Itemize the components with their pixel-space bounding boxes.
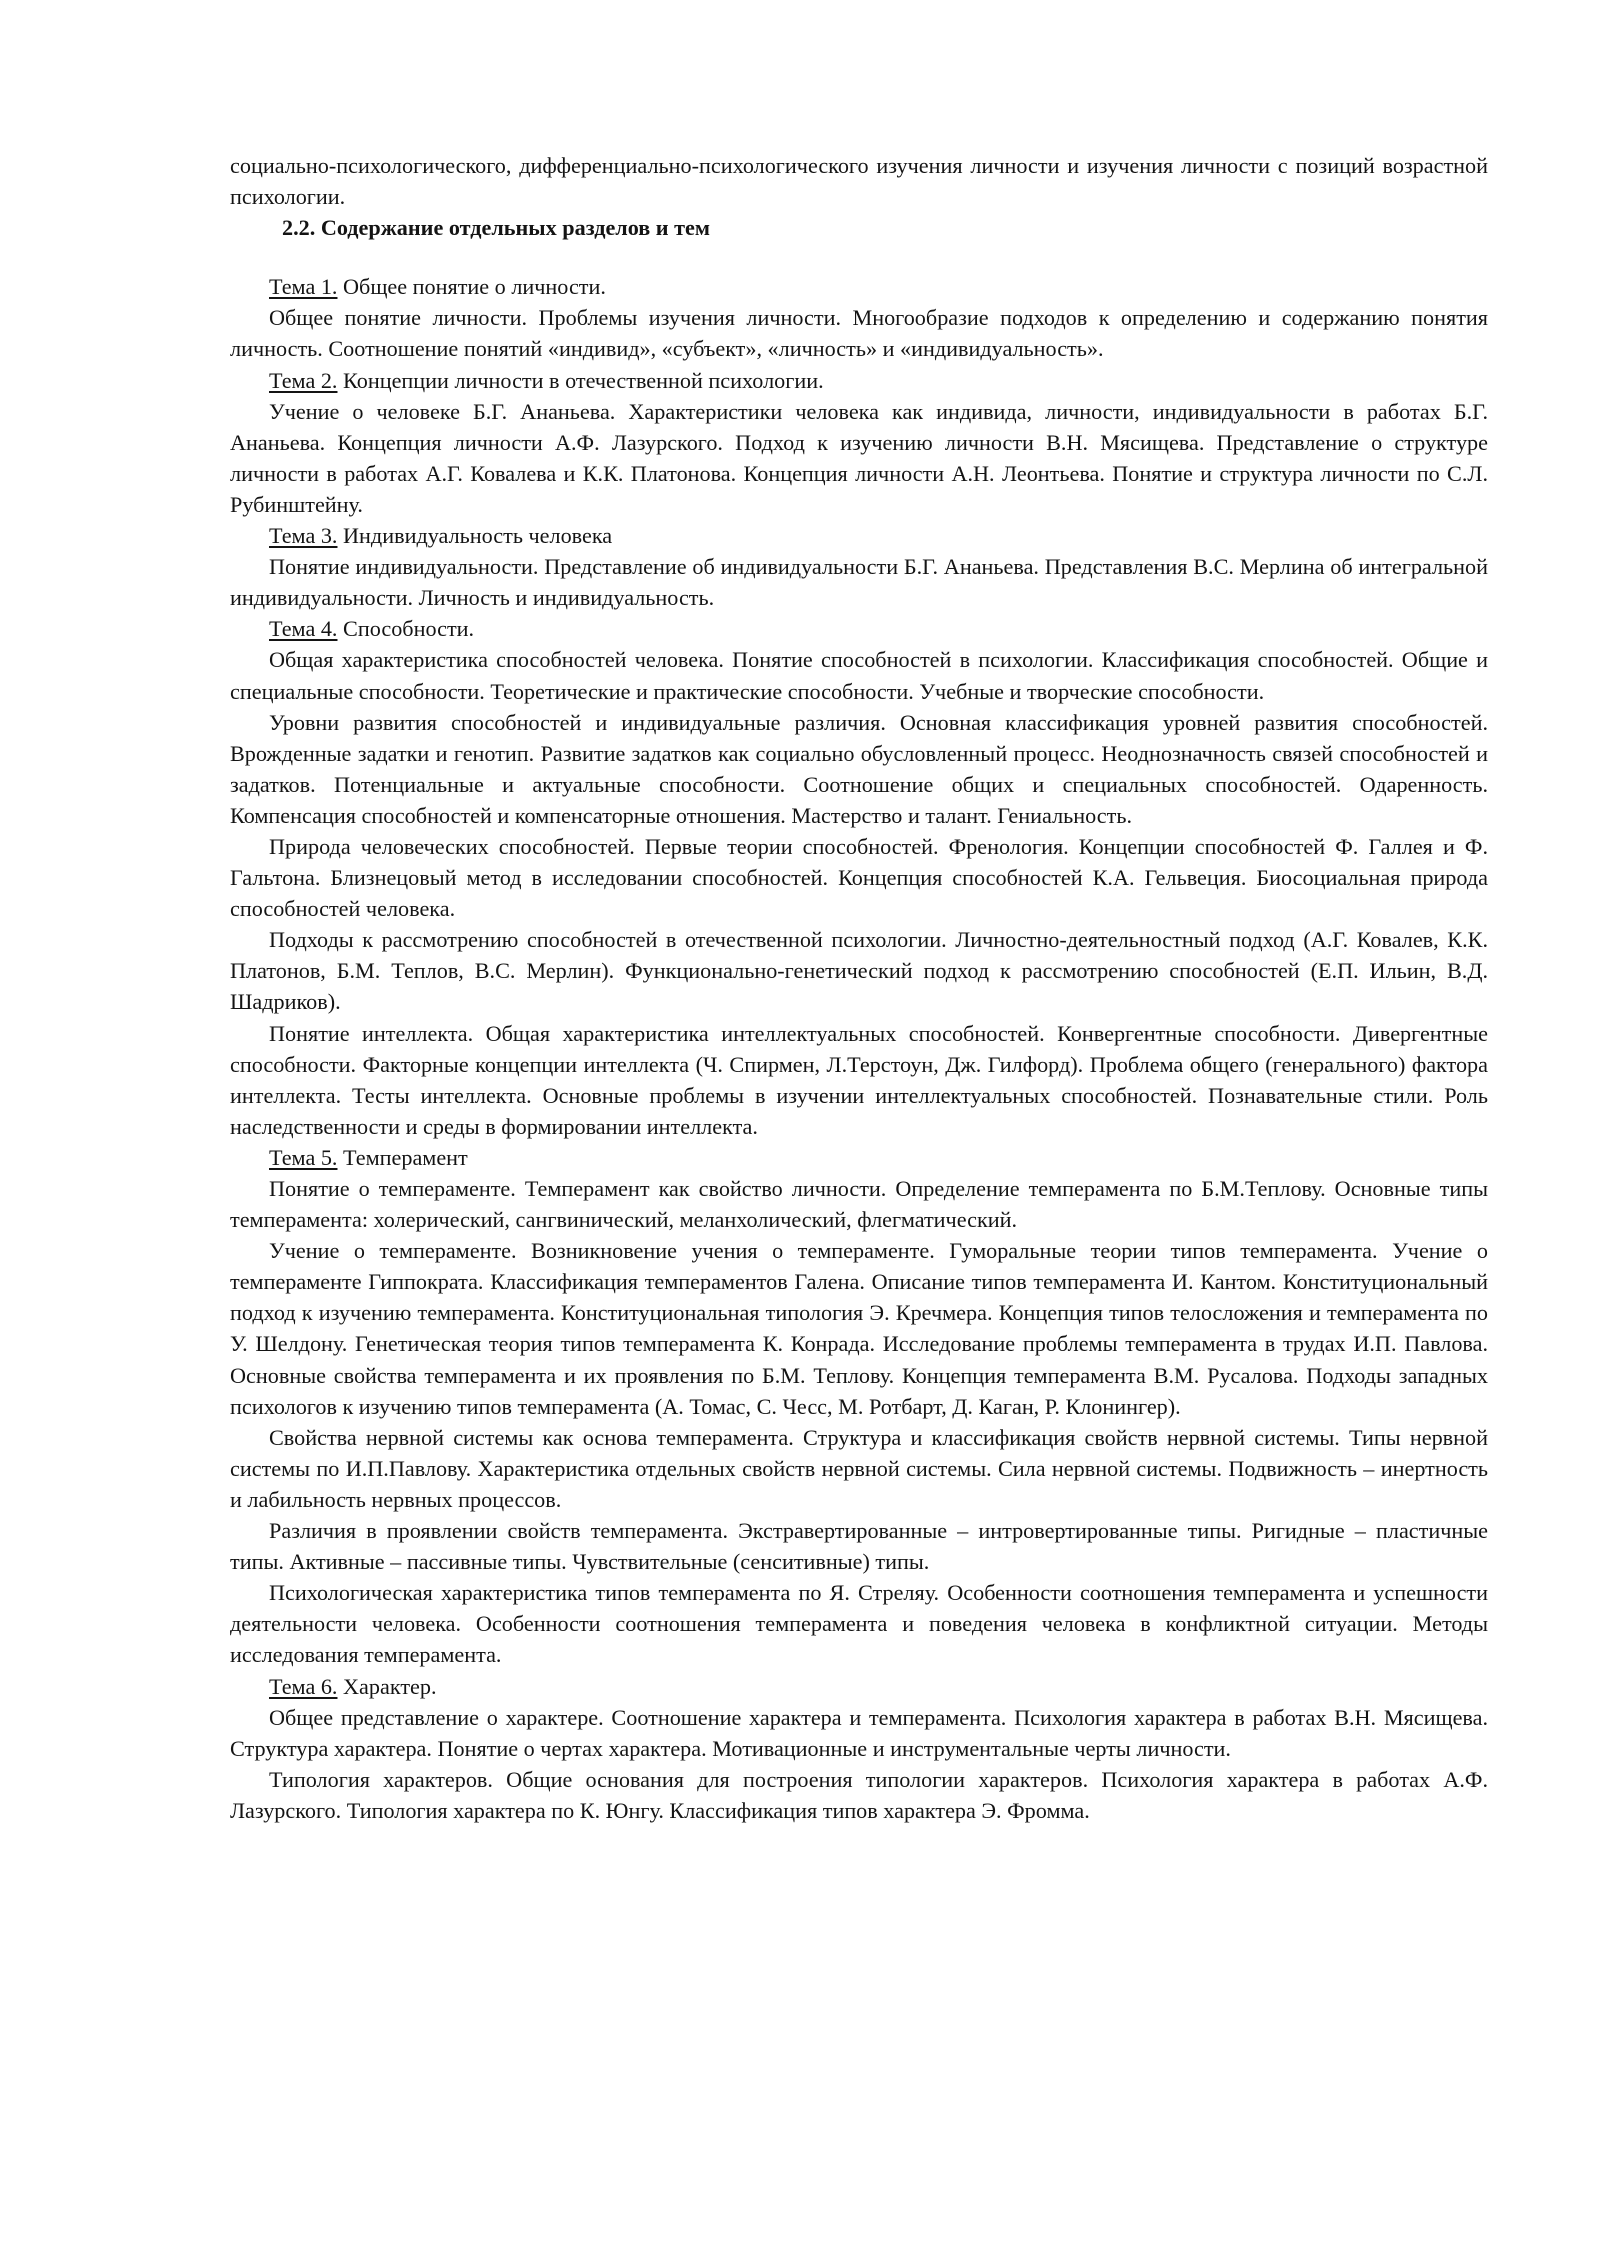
topic-paragraph: Общая характеристика способностей человека. Понятие способностей в психологии. Классификация способностей. Общие и специальные способности. Теоретические и практические способности. Учебные и творческие способности. <box>230 647 1488 704</box>
topic-paragraph: Общее представление о характере. Соотношение характера и темперамента. Психология характера в работах В.Н. Мясищева. Структура характера. Понятие о чертах характера. Мотивационные и инструментальные черты личности. <box>230 1704 1488 1761</box>
topic-heading <box>230 1671 1488 1702</box>
topic-title: Темперамент <box>337 1144 468 1170</box>
section-heading: 2.2. Содержание отдельных разделов и тем <box>282 215 710 241</box>
topic-heading <box>230 271 1488 302</box>
document-page <box>230 150 1488 1826</box>
topic-paragraph: Учение о человеке Б.Г. Ананьева. Характеристики человека как индивида, личности, индивидуальности в работах Б.Г. Ананьева. Концепция личности А.Ф. Лазурского. Подход к изучению личности В.Н. Мясищева. Представление о структуре личности в работах А.Г. Ковалева и К.К. Платонова. Концепция личности А.Н. Леонтьева. Понятие и структура личности по С.Л. Рубинштейну. <box>230 398 1488 517</box>
topic-heading <box>230 520 1488 551</box>
topic-heading <box>230 1142 1488 1173</box>
topic-title: Концепции личности в отечественной психологии. <box>337 367 824 393</box>
topic-label: Тема 3. <box>269 523 338 549</box>
topic-title: Характер. <box>337 1673 437 1699</box>
topic-title: Способности. <box>337 616 475 642</box>
topic-paragraph: Уровни развития способностей и индивидуальные различия. Основная классификация уровней развития способностей. Врожденные задатки и генотип. Развитие задатков как социально обусловленный процесс. Неоднозначность связей способностей и задатков. Потенциальные и актуальные способности. Соотношение общих и специальных способностей. Одаренность. Компенсация способностей и компенсаторные отношения. Мастерство и талант. Гениальность. <box>230 709 1488 828</box>
intro-paragraph: социально-психологического, дифференциально-психологического изучения личности и изучения личности с позиций возрастной психологии. <box>230 153 1488 210</box>
topic-paragraph: Психологическая характеристика типов темперамента по Я. Стреляу. Особенности соотношения темперамента и успешности деятельности человека. Особенности соотношения темперамента и поведения человека в конфликтной ситуации. Методы исследования темперамента. <box>230 1580 1488 1668</box>
topic-paragraph: Понятие о темпераменте. Темперамент как свойство личности. Определение темперамента по Б.М.Теплову. Основные типы темперамента: холерический, сангвинический, меланхолический, флегматический. <box>230 1176 1488 1233</box>
topics-list <box>230 271 1488 1826</box>
topic-paragraph: Свойства нервной системы как основа темперамента. Структура и классификация свойств нервной системы. Типы нервной системы по И.П.Павлову. Характеристика отдельных свойств нервной системы. Сила нервной системы. Подвижность – инертность и лабильность нервных процессов. <box>230 1424 1488 1512</box>
topic-paragraph: Понятие индивидуальности. Представление об индивидуальности Б.Г. Ананьева. Представления В.С. Мерлина об интегральной индивидуальности. Личность и индивидуальность. <box>230 554 1488 611</box>
topic-label: Тема 5. <box>269 1144 338 1170</box>
topic-paragraph: Природа человеческих способностей. Первые теории способностей. Френология. Концепции способностей Ф. Галлея и Ф. Гальтона. Близнецовый метод в исследовании способностей. Концепция способностей К.А. Гельвеция. Биосоциальная природа способностей человека. <box>230 833 1488 922</box>
topic-paragraph: Типология характеров. Общие основания для построения типологии характеров. Психология характера в работах А.Ф. Лазурского. Типология характера по К. Юнгу. Классификация типов характера Э. Фромма. <box>230 1766 1488 1823</box>
topic-label: Тема 4. <box>269 616 338 642</box>
topic-paragraph: Подходы к рассмотрению способностей в отечественной психологии. Личностно-деятельностный подход (А.Г. Ковалев, К.К. Платонов, Б.М. Теплов, В.С. Мерлин). Функционально-генетический подход к рассмотрению способностей (Е.П. Ильин, В.Д. Шадриков). <box>230 927 1488 1015</box>
topic-label: Тема 6. <box>269 1673 338 1699</box>
topic-paragraph: Учение о темпераменте. Возникновение учения о темпераменте. Гуморальные теории типов темперамента. Учение о темпераменте Гиппократа. Классификация темпераментов Галена. Описание типов темперамента И. Кантом. Конституциональный подход к изучению темперамента. Конституциональная типология Э. Кречмера. Концепция типов телосложения и темперамента по У. Шелдону. Генетическая теория типов темперамента К. Конрада. Исследование проблемы темперамента в трудах И.П. Павлова. Основные свойства темперамента и их проявления по Б.М. Теплову. Концепция темперамента В.М. Русалова. Подходы западных психологов к изучению типов темперамента (А. Томас, С. Чесс, М. Ротбарт, Д. Каган, Р. Клонингер). <box>230 1238 1488 1419</box>
topic-title: Индивидуальность человека <box>337 523 613 549</box>
topic-heading <box>230 613 1488 644</box>
topic-label: Тема 1. <box>269 274 338 300</box>
topic-paragraph: Общее понятие личности. Проблемы изучения личности. Многообразие подходов к определению и содержанию понятия личность. Соотношение понятий «индивид», «субъект», «личность» и «индивидуальность». <box>230 305 1488 362</box>
topic-label: Тема 2. <box>269 367 338 393</box>
topic-paragraph: Различия в проявлении свойств темперамента. Экстравертированные – интровертированные типы. Ригидные – пластичные типы. Активные – пассивные типы. Чувствительные (сенситивные) типы. <box>230 1518 1488 1575</box>
topic-paragraph: Понятие интеллекта. Общая характеристика интеллектуальных способностей. Конвергентные способности. Дивергентные способности. Факторные концепции интеллекта (Ч. Спирмен, Л.Терстоун, Дж. Гилфорд). Проблема общего (генерального) фактора интеллекта. Тесты интеллекта. Основные проблемы в изучении интеллектуальных способностей. Познавательные стили. Роль наследственности и среды в формировании интеллекта. <box>230 1020 1488 1139</box>
topic-title: Общее понятие о личности. <box>337 274 606 300</box>
topic-heading <box>230 365 1488 396</box>
